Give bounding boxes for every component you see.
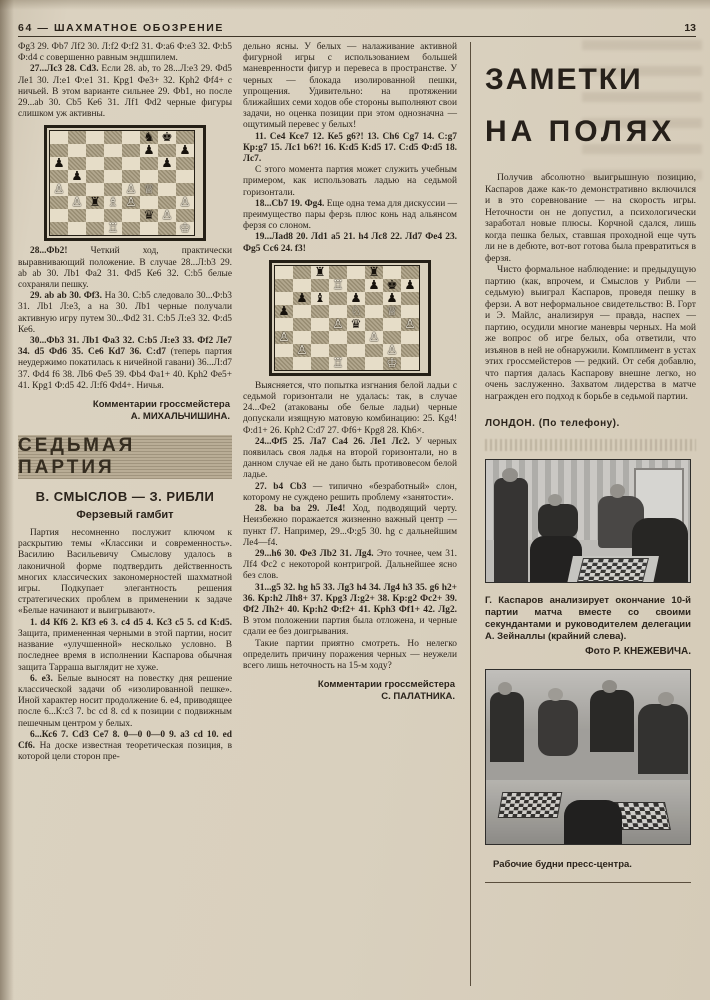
chess-piece: ♙: [275, 331, 293, 344]
board-square: [176, 157, 194, 170]
left-game-text: [18, 528, 232, 763]
chess-piece: ♚: [383, 279, 401, 292]
left-analysis-text: [18, 246, 232, 392]
board-square: [293, 331, 311, 344]
board-square: [50, 222, 68, 235]
board-square: [50, 170, 68, 183]
paragraph: Получив абсолютно выигрышную позицию, Каспаров даже как-то демонстративно включился и в это соревнование — на скорость игры. Неточности он не допустил, а психологически заработал новые плюсы. Корчной сдался, лишь когда пешка белых, ставшая проходной еще чуть ли не в дебюте, вот-вот готова была превратиться в ферзя.: [485, 172, 696, 264]
board-square: [68, 144, 86, 157]
chess-piece: ♙: [293, 344, 311, 357]
board-square: [365, 305, 383, 318]
chess-piece: ♔: [176, 222, 194, 235]
photo2-caption: Рабочие будни пресс-центра.: [493, 859, 632, 870]
chess-piece: ♚: [158, 131, 176, 144]
board-square: [122, 209, 140, 222]
page-header: [18, 20, 696, 37]
chess-piece: ♘: [347, 305, 365, 318]
chess-piece: ♙: [122, 183, 140, 196]
photo-kasparov-analysis: [485, 459, 691, 583]
photo1-caption: Г. Каспаров анализирует окончание 10-й партии матча вместе со своими секундантами и руководителем делегации А. Зейналлы (крайний слева).: [485, 595, 691, 642]
board-square: [275, 292, 293, 305]
chess-piece: ♙: [401, 318, 419, 331]
board-square: [293, 318, 311, 331]
byline-role: Комментарии гроссмейстера: [92, 399, 230, 411]
board-square: [140, 170, 158, 183]
board-square: [401, 357, 419, 370]
board-square: [86, 157, 104, 170]
chess-piece: ♟: [275, 305, 293, 318]
board-square: [383, 318, 401, 331]
paragraph: Чисто формальное наблюдение: и предыдущую партию (как, впрочем, и Смыслов у Рибли — седьмую) выиграл Каспаров, проведя пешку в ферзи. А вот неформальное свидетельство: В. Горт и Э. Майлс, анализируя — правда, наспех — партию, осудили многие маневры черных. На мой же вопрос об игре белых, оба ответили, что изъянов в ней не обнаружили. Комплимент в устах этих гроссмейстеров — редкий. От себя добавлю, что партия далась Каспарову внешне легко, но очень заслуженно. Захватом лидерства в матче награжден его подход к борьбе в седьмой партии.: [485, 264, 696, 402]
paragraph: 6. е3. Белые выносят на повестку дня решение классической задачи об «изолированной пешке». Иной характер носит продолжение 6. е4, приводящее после 6...К:с3 7. bc cd 8. cd к позиции с подвижным пешечным центром у белых.: [18, 673, 232, 729]
press-foreground-figure: [564, 800, 622, 844]
chess-piece: ♙: [122, 196, 140, 209]
board-square: [140, 157, 158, 170]
board-square: [68, 131, 86, 144]
seated-figure-center: [538, 504, 578, 538]
standing-man-head: [502, 468, 518, 482]
chess-piece: ♔: [383, 357, 401, 370]
chess-piece: ♜: [365, 266, 383, 279]
seated-figure-center-head: [548, 494, 562, 506]
standing-man-figure: [494, 478, 528, 583]
chess-piece: ♜: [86, 196, 104, 209]
board-square: [158, 144, 176, 157]
byline-palatnik: [243, 679, 455, 703]
board-square: [158, 183, 176, 196]
right-column: [470, 42, 696, 986]
board-square: [158, 170, 176, 183]
board-square: [50, 144, 68, 157]
kasparov-head: [610, 484, 625, 498]
board-square: [68, 183, 86, 196]
chess-piece: ♟: [401, 279, 419, 292]
board-square: [401, 292, 419, 305]
board-square: [365, 318, 383, 331]
chess-piece: ♖: [329, 279, 347, 292]
paragraph: Выясняется, что попытка изгнания белой ладьи с седьмой горизонтали не удалась: так, в случае 24...Фе2 (атакованы обе белые ладьи) черные допускали изящную матовую комбинацию: 25. Кg4! Ф:d1+ 26. Крh2 С:d7 27. Фf6+ Крg8 28. Кh6×.: [243, 380, 457, 436]
byline-role: Комментарии гроссмейстера: [317, 679, 455, 691]
bottom-rule: [485, 882, 691, 883]
board-square: [293, 266, 311, 279]
byline-name: С. ПАЛАТНИКА.: [381, 691, 455, 703]
board-square: [347, 266, 365, 279]
paragraph: 27...Лс3 28. Сd3. Если 28. ab, то 28...Л:е3 29. Фd5 Ле1 30. Л:е1 Ф:е1 31. Крg1 Фе3+ 32. Крh2 Фf4+ с ничьей. В этом варианте сильнее 29. Фb1, но после 29...ab 30. Сb5 Ке6 31. Лf1 Фd2 черные фигуры слишком уж активны.: [18, 64, 232, 120]
board-square: [50, 209, 68, 222]
photo-press-center: [485, 669, 691, 845]
scan-edge-shadow: [0, 0, 14, 1000]
board-square: [365, 357, 383, 370]
board-square: [158, 196, 176, 209]
chess-piece: ♕: [383, 305, 401, 318]
press-figure-2: [538, 700, 578, 756]
board-square: [293, 357, 311, 370]
board-square: [311, 318, 329, 331]
board-square: [86, 209, 104, 222]
board-square: [122, 222, 140, 235]
paragraph: 28. ba ba 29. Ле4! Ход, подводящий черту. Неизбежно поражается жизненно важный центр — пункт f7. Например, 29...Ф:g5 30. hg с дальнейшим Ле4—f4.: [243, 504, 457, 548]
board-square: [401, 331, 419, 344]
chess-piece: ♕: [140, 183, 158, 196]
board-square: [329, 305, 347, 318]
chess-piece: ♟: [176, 144, 194, 157]
board-square: [122, 144, 140, 157]
middle-text-upper: [243, 42, 457, 255]
board-square: [104, 131, 122, 144]
board-square: [311, 279, 329, 292]
board-square: [311, 357, 329, 370]
board-square: [293, 305, 311, 318]
press-figure-2-head: [548, 688, 563, 701]
board-square: [104, 209, 122, 222]
paragraph: С этого момента партия может служить учебным примером, как использовать ладью на седьмой горизонтали.: [243, 165, 457, 198]
board-square: [347, 344, 365, 357]
chess-piece: ♛: [347, 318, 365, 331]
headline-notes-in-margins: [485, 54, 696, 158]
board-square: [176, 183, 194, 196]
paragraph: 6...Кс6 7. Сd3 Се7 8. 0—0 0—0 9. а3 cd 10. ed Сf6. На доске известная теоретическая позиция, в которой цели сторон пре-: [18, 729, 232, 763]
chess-piece: ♟: [68, 170, 86, 183]
chess-piece: ♙: [176, 196, 194, 209]
chess-piece: ♗: [104, 196, 122, 209]
board-square: [104, 144, 122, 157]
chess-piece: ♖: [104, 222, 122, 235]
chess-board-2: [274, 265, 420, 371]
headline-line-2: НА ПОЛЯХ: [485, 115, 676, 148]
board-square: [401, 344, 419, 357]
right-column-text: [485, 172, 696, 402]
chess-piece: ♟: [293, 292, 311, 305]
page-number: 13: [684, 22, 696, 34]
paragraph: Фg3 29. Фb7 Лf2 30. Л:f2 Ф:f2 31. Ф:а6 Ф:е3 32. Ф:b5 Ф:d4 с совершенно равным эндшпилем.: [18, 42, 232, 64]
board-square: [311, 344, 329, 357]
board-square: [329, 344, 347, 357]
board-square: [347, 279, 365, 292]
paragraph: 1. d4 Кf6 2. Кf3 е6 3. с4 d5 4. Кс3 с5 5. cd К:d5. Защита, примененная черными в этой партии, носит название «улучшенной» несколько условно. В последнее время в исполнении Каспарова обычная защита Тарраша выглядит не хуже.: [18, 617, 232, 673]
chess-piece: ♜: [311, 266, 329, 279]
left-intro-text: [18, 42, 232, 120]
board-square: [329, 292, 347, 305]
press-figure-4-head: [658, 692, 674, 706]
paragraph: 30...Фb3 31. Лb1 Фа3 32. С:b5 Л:е3 33. Фf2 Ле7 34. d5 Фd6 35. Се6 Кd7 36. С:d7 (теперь партия неудержимо покатилась к ничейной гавани) 36...Л:d7 37. Фd4 f6 38. Лb6 Фе5 39. Фb4 Фа1+ 40. Крh2 Фе5+ 41. Крg1 Ф:d5 42. Л:f6 Фd4+. Ничья.: [18, 336, 232, 391]
paragraph: Партия несомненно послужит ключом к раскрытию темы «Классики и современность». Василию Васильевичу Смыслову удалось в лаконичной форме подтвердить действенность многих классических закономерностей шахматной игры. Подкупает элегантность решения стратегических проблем в применении к задаче «Белые начинают и выигрывают».: [18, 528, 232, 617]
board-square: [275, 344, 293, 357]
chess-piece: ♙: [50, 183, 68, 196]
opening-name: Ферзевый гамбит: [76, 509, 174, 522]
chess-piece: ♟: [383, 292, 401, 305]
press-figure-3-head: [602, 680, 617, 693]
chess-piece: ♝: [311, 292, 329, 305]
press-figure-3: [590, 690, 634, 752]
board-square: [293, 279, 311, 292]
paragraph: дельно ясны. У белых — налаживание активной фигурной игры с использованием большей маневренности фигур и перевеса в пространстве. У черных — блокада изолированной пешки, упрощения. Удивительно: на протяжении ближайших семи ходов обе стороны выполняют свои задачи, но оценка позиции при этом однозначна — ощутимый перевес у белых!: [243, 42, 457, 131]
board-square: [383, 331, 401, 344]
board-square: [104, 170, 122, 183]
board-square: [401, 266, 419, 279]
middle-text-lower: [243, 381, 457, 672]
game-title: В. СМЫСЛОВ — З. РИБЛИ: [35, 489, 215, 505]
board-square: [401, 305, 419, 318]
press-chessboard-1: [498, 792, 563, 818]
chess-board-1: [49, 130, 195, 236]
board-square: [122, 157, 140, 170]
middle-column: [243, 42, 457, 707]
board-square: [176, 209, 194, 222]
paragraph: 19...Лad8 20. Лd1 а5 21. h4 Лс8 22. Лd7 Фе4 23. Фg5 Сс6 24. f3!: [243, 232, 457, 254]
paragraph: 11. Се4 Ксе7 12. Ке5 g6?! 13. Сh6 Сg7 14. С:g7 Кр:g7 15. Лс1 b6?! 16. К:d5 К:d5 17. С:d5 Ф:d5 18. Лс7.: [243, 131, 457, 165]
board-square: [329, 266, 347, 279]
headline-line-1: ЗАМЕТКИ: [485, 63, 643, 96]
chess-piece: ♟: [158, 157, 176, 170]
board-square: [122, 131, 140, 144]
chess-piece: ♟: [365, 279, 383, 292]
analysis-chessboard: [577, 558, 649, 582]
paragraph: 18...Сb7 19. Фg4. Еще одна тема для дискуссии — преимущество пары ферзь плюс конь над альянсом ферзя со слоном.: [243, 198, 457, 232]
byline-mikhalchishin: [18, 399, 230, 423]
board-square: [176, 131, 194, 144]
paragraph: 27. b4 Сb3 — типично «безработный» слон, которому не суждено решить проблему «занятости».: [243, 481, 457, 503]
chess-piece: ♙: [365, 331, 383, 344]
chess-piece: ♙: [158, 209, 176, 222]
board-square: [158, 222, 176, 235]
paragraph: 28...Фb2! Четкий ход, практически выравнивающий положение. В случае 28...Л:b3 29. ab ab 30. Лb1 Фа2 31. Фd5 Ке6 32. С:b5 белые сохраняли пешку.: [18, 246, 232, 291]
paragraph: Такие партии приятно смотреть. Но нелегко определить причину поражения черных — неужели всего лишь неточность на 15-м ходу?: [243, 638, 457, 671]
board-square: [275, 357, 293, 370]
press-figure-4: [638, 704, 688, 774]
magazine-title: 64 — ШАХМАТНОЕ ОБОЗРЕНИЕ: [18, 22, 225, 34]
board-square: [275, 266, 293, 279]
board-square: [176, 170, 194, 183]
byline-name: А. МИХАЛЬЧИШИНА.: [130, 411, 230, 423]
left-column: [18, 42, 232, 763]
board-square: [275, 279, 293, 292]
board-square: [86, 222, 104, 235]
board-square: [311, 305, 329, 318]
dateline: ЛОНДОН. (По телефону).: [485, 418, 620, 429]
board-square: [50, 131, 68, 144]
columns-container: [18, 42, 696, 992]
board-square: [383, 266, 401, 279]
board-square: [86, 144, 104, 157]
paragraph: 24...Фf5 25. Ла7 Са4 26. Ле1 Лс2. У черных появилась своя ладья на второй горизонтали, но в данном случае ей не дано быть противовесом белой ладье.: [243, 436, 457, 481]
board-square: [365, 344, 383, 357]
chess-piece: ♟: [140, 144, 158, 157]
paragraph: 31...g5 32. hg h5 33. Лg3 h4 34. Лg4 h3 35. g6 h2+ 36. Кр:h2 Лh8+ 37. Крg3 Л:g2+ 38. Кр:g2 Фс2+ 39. Фf2 Лh2+ 40. Кр:h2 Ф:f2+ 41. Крh3 Фf1+ 42. Лg2. В этом положении партия была отложена, и черные сдали ее без доигрывания.: [243, 582, 457, 638]
board-square: [86, 183, 104, 196]
paragraph: 29...h6 30. Фе3 Лb2 31. Лg4. Это точнее, чем 31. Лf4 Фс2 с некоторой контригрой. Дальнейшее ясно без слов.: [243, 548, 457, 582]
chess-piece: ♙: [68, 196, 86, 209]
board-square: [347, 331, 365, 344]
board-square: [68, 209, 86, 222]
photo1-credit: Фото Р. КНЕЖЕВИЧА.: [585, 646, 691, 657]
board-square: [347, 357, 365, 370]
chess-piece: ♞: [140, 131, 158, 144]
board-square: [86, 170, 104, 183]
chess-piece: ♟: [50, 157, 68, 170]
board-square: [122, 170, 140, 183]
press-figure-1-head: [498, 682, 512, 695]
board-square: [68, 222, 86, 235]
board-square: [275, 318, 293, 331]
board-square: [140, 196, 158, 209]
chess-piece: ♙: [383, 344, 401, 357]
board-square: [68, 157, 86, 170]
chess-diagram-1: [44, 125, 206, 241]
board-square: [50, 196, 68, 209]
chess-piece: ♛: [140, 209, 158, 222]
chess-diagram-2: [269, 260, 431, 376]
board-square: [311, 331, 329, 344]
press-figure-1: [490, 692, 524, 762]
chess-piece: ♖: [329, 357, 347, 370]
scan-edge-shadow-top: [0, 0, 710, 10]
section-header-seventh-game: [18, 435, 232, 479]
print-bleed-strip: [485, 439, 696, 451]
board-square: [86, 131, 104, 144]
board-square: [140, 222, 158, 235]
chess-piece: ♙: [329, 318, 347, 331]
board-square: [365, 292, 383, 305]
board-square: [104, 157, 122, 170]
board-square: [104, 183, 122, 196]
board-square: [329, 331, 347, 344]
section-header-label: СЕДЬМАЯ ПАРТИЯ: [18, 435, 136, 479]
paragraph: 29. ab ab 30. Фf3. На 30. С:b5 следовало 30...Ф:b3 31. Лb1 Л:е3, а на 30. Лb1 черные получали активную игру путем 30...Фd2 31. С:b5 Л:е3 32. Ф:d5 Ке6.: [18, 291, 232, 335]
chess-piece: ♟: [347, 292, 365, 305]
